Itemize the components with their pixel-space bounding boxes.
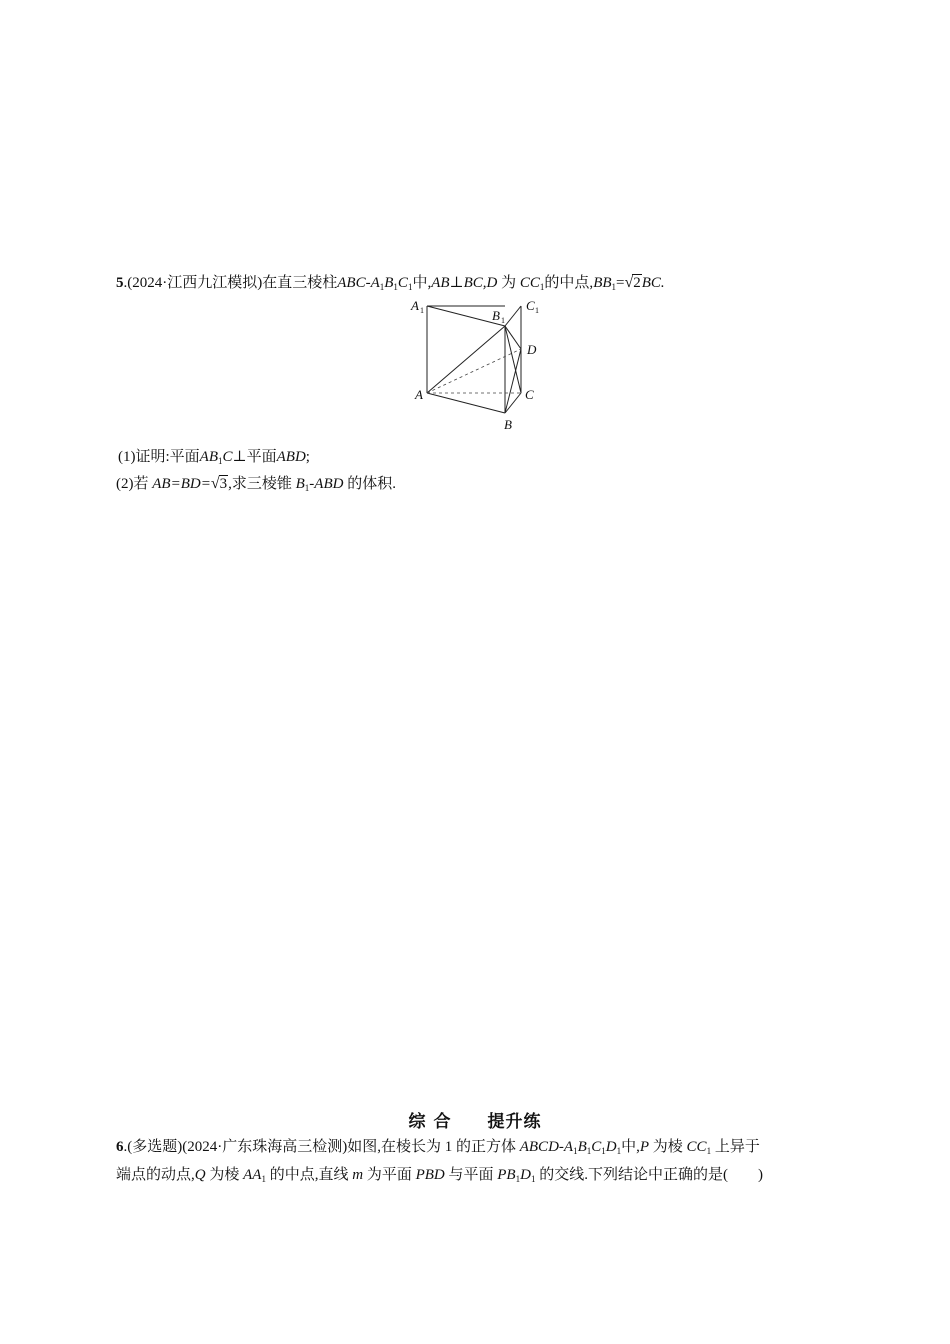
label-C1: C bbox=[526, 298, 535, 313]
sqrt-expression: √3 bbox=[210, 475, 228, 492]
label-A: A bbox=[415, 387, 423, 402]
svg-text:1: 1 bbox=[501, 316, 505, 325]
label-D: D bbox=[527, 342, 537, 357]
label-B1: B bbox=[492, 308, 500, 323]
section-title: 综 合 提升练 bbox=[408, 1112, 542, 1132]
problem-6-line-1: 6.(多选题)(2024·广东珠海高三检测)如图,在棱长为 1 的正方体 ABCD-$A_1B_1C_1D_1$中,P 为棱 $CC_1$ 上异于 bbox=[116, 1139, 760, 1156]
svg-text:1: 1 bbox=[420, 306, 424, 315]
svg-text:1: 1 bbox=[535, 306, 539, 315]
problem-number: 5 bbox=[116, 275, 124, 291]
problem-5-statement: 5.(2024·江西九江模拟)在直三棱柱ABC-$A_1B_1C_1$中,AB⊥BC,D 为 $CC_1$的中点$,BB_1=√2BC$. bbox=[116, 274, 665, 292]
label-C: C bbox=[525, 387, 534, 402]
label-B: B bbox=[504, 417, 512, 432]
label-A1: A bbox=[411, 298, 419, 313]
problem-5-part-2: (2)若 AB=BD=√3,求三棱锥 $B_1$-ABD 的体积. bbox=[116, 475, 396, 493]
problem-5-part-1: (1)证明:平面$AB_1C\perp$平面ABD; bbox=[118, 449, 310, 466]
problem-6-line-2: 端点的动点,Q 为棱 $AA_1$ 的中点,直线 m 为平面 PBD 与平面 $PB_1D_1$ 的交线.下列结论中正确的是( ) bbox=[116, 1167, 763, 1184]
sqrt-expression: √2 bbox=[624, 274, 641, 291]
problem-number: 6 bbox=[116, 1139, 124, 1155]
prism-figure bbox=[395, 293, 555, 433]
